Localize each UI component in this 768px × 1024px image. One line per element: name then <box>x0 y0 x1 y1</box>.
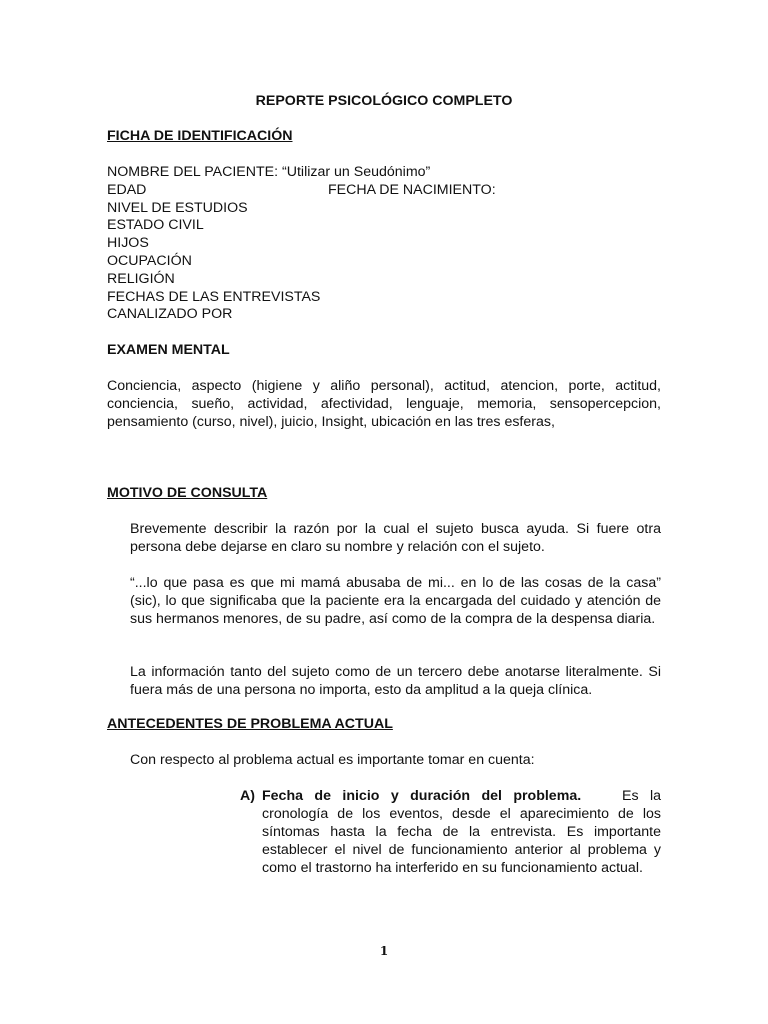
list-item-title: Fecha de inicio y duración del problema. <box>262 788 582 804</box>
list-item-a <box>240 787 661 877</box>
field-edad: EDAD <box>107 182 147 198</box>
field-estado-civil: ESTADO CIVIL <box>107 217 204 233</box>
field-hijos: HIJOS <box>107 235 149 251</box>
list-item-text: Es la cronología de los eventos, desde el aparecimiento de los síntomas hasta la fecha de la entrevista. Es importante establecer el nivel de funcionamiento anterior al problema y como el trastorno ha interferido en su funcionamiento actual. <box>262 788 662 876</box>
examen-text: Conciencia, aspecto (higiene y aliño personal), actitud, atencion, porte, actitud, conciencia, sueño, actividad, afectividad, lenguaje, memoria, sensopercepcion, pensamiento (curso, nivel), juicio, Insight, ubicación en las tres esferas, <box>107 378 661 430</box>
motivo-heading: MOTIVO DE CONSULTA <box>107 485 268 501</box>
page-number: 1 <box>379 944 389 958</box>
field-estudios: NIVEL DE ESTUDIOS <box>107 200 248 216</box>
identificacion-heading: FICHA DE IDENTIFICACIÓN <box>107 128 293 144</box>
motivo-paragraph-1: Brevemente describir la razón por la cual el sujeto busca ayuda. Si fuere otra persona debe dejarse en claro su nombre y relación con el sujeto. <box>130 521 661 555</box>
antecedentes-heading: ANTECEDENTES DE PROBLEMA ACTUAL <box>107 716 393 732</box>
field-religion: RELIGIÓN <box>107 271 175 287</box>
list-marker: A) <box>240 788 255 804</box>
antecedentes-intro: Con respecto al problema actual es importante tomar en cuenta: <box>130 752 535 768</box>
field-fecha-nacimiento: FECHA DE NACIMIENTO: <box>328 182 496 198</box>
field-ocupacion: OCUPACIÓN <box>107 253 192 269</box>
field-entrevistas: FECHAS DE LAS ENTREVISTAS <box>107 289 321 305</box>
field-nombre: NOMBRE DEL PACIENTE: “Utilizar un Seudónimo” <box>107 164 431 180</box>
examen-heading: EXAMEN MENTAL <box>107 342 230 358</box>
field-canalizado: CANALIZADO POR <box>107 306 233 322</box>
page-title: REPORTE PSICOLÓGICO COMPLETO <box>255 93 513 109</box>
motivo-paragraph-2: “...lo que pasa es que mi mamá abusaba de mi... en lo de las cosas de la casa” (sic), lo que significaba que la paciente era la encargada del cuidado y atención de sus hermanos menores, de su padre, así como de la compra de la despensa diaria. <box>130 575 661 627</box>
motivo-paragraph-3: La información tanto del sujeto como de un tercero debe anotarse literalmente. Si fuera más de una persona no importa, esto da amplitud a la queja clínica. <box>130 664 661 698</box>
